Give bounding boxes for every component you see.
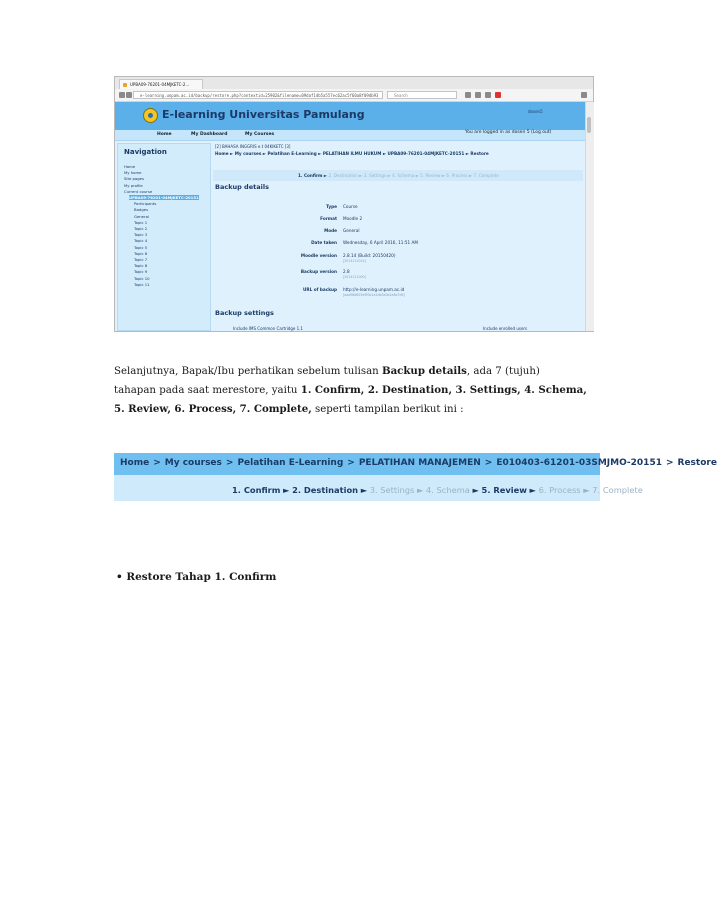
detail-value-backup-version: 2.8 (343, 269, 350, 274)
navbar-home[interactable]: Home (157, 132, 172, 137)
detail-sub-url: [aaa98d603e9f0b1a1db3e0b1e8a7d9] (343, 293, 405, 297)
detail-value-mode: General (343, 228, 360, 233)
nav-item-topic[interactable]: Topic 6 (134, 250, 148, 256)
step-process: 6. Process (538, 485, 581, 495)
site-title[interactable]: E-learning Universitas Pamulang (162, 108, 365, 121)
browser-toolbar (115, 89, 593, 102)
nav-item-topic[interactable]: Topic 4 (134, 238, 148, 244)
breadcrumb: Home > My courses > Pelatihan E-Learning > PELATIHAN MANAJEMEN > E010403-61201-03SMJMO-20151 > Restore (120, 458, 717, 468)
nav-item-topic[interactable]: Topic 3 (134, 232, 148, 238)
step-destination: 2. Destination (292, 485, 359, 495)
nav-item-site-pages[interactable]: Site pages (124, 176, 144, 182)
page-scrollbar[interactable] (585, 102, 594, 331)
detail-label-backup-version: Backup version (300, 269, 337, 274)
breadcrumb-home[interactable]: Home (120, 458, 150, 468)
step-schema: 4. Schema (425, 485, 470, 495)
detail-label-moodle-version: Moodle version (300, 253, 337, 258)
addon-icon[interactable] (495, 92, 501, 98)
breadcrumb-course-category[interactable]: PELATIHAN MANAJEMEN (358, 458, 481, 468)
step-settings: 3. Settings (369, 485, 415, 495)
paragraph-line-2: tahapan pada saat merestore, yaitu 1. Confirm, 2. Destination, 3. Settings, 4. Schema, (114, 384, 587, 396)
nav-item-participants[interactable]: Participants (134, 201, 157, 207)
header-user-name[interactable]: dosen5 (528, 109, 543, 114)
paragraph-line-3: 5. Review, 6. Process, 7. Complete, seperti tampilan berikut ini : (114, 403, 464, 415)
site-header (115, 102, 585, 130)
backup-settings-heading: Backup settings (215, 309, 274, 317)
restore-main-panel (213, 143, 583, 331)
detail-value-url[interactable]: http://e-learning.unpam.ac.id (343, 287, 405, 292)
steps-remaining: 2. Destination ► 3. Settings ► 4. Schema ► 5. Review ► 6. Process ► 7. Complete (328, 173, 499, 178)
detail-sub-moodle-version: [2014111014] (343, 259, 366, 263)
logged-in-text: You are logged in as dosen 5 (Log out) (465, 130, 552, 135)
detail-value-format: Moodle 2 (343, 216, 363, 221)
favicon-icon (123, 83, 127, 87)
setting-right-label: Include enrolled users (483, 326, 528, 331)
nav-item-home[interactable]: Home (124, 164, 136, 169)
breadcrumb-bar (114, 453, 717, 475)
step-confirm: 1. Confirm (298, 173, 323, 178)
restore-steps: 1. Confirm ► 2. Destination ► 3. Settings ► 4. Schema ► 5. Review ► 6. Process ► 7. Complete (298, 173, 499, 178)
nav-item-topic[interactable]: Topic 7 (134, 257, 148, 263)
university-logo-icon (143, 108, 158, 123)
detail-sub-backup-version: [2014111000] (343, 275, 366, 279)
navigation-title: Navigation (124, 148, 167, 156)
setting-left-label: Include IMS Common Cartridge 1.1 (233, 326, 303, 331)
detail-value-moodle-version: 2.8.14 (Build: 20150420) (343, 253, 396, 258)
forward-icon[interactable] (126, 92, 132, 98)
step-confirm: 1. Confirm (232, 485, 281, 495)
browser-tab-title: UPBA09-76201-04MJKETC-2... (130, 82, 190, 87)
restore-steps: 1. Confirm ► 2. Destination ► 3. Settings ► 4. Schema ► 5. Review ► 6. Process ► 7. Complete (232, 485, 643, 495)
nav-item-topic[interactable]: Topic 9 (134, 269, 148, 275)
backup-settings-row (213, 325, 583, 331)
restore-page-screenshot (114, 76, 594, 332)
nav-item-course-code[interactable]: UPBA09-76201-04MJKETC-20151 (129, 195, 199, 201)
breadcrumb-restore: Restore (677, 458, 717, 468)
home-icon[interactable] (485, 92, 491, 98)
nav-item-topic[interactable]: Topic 8 (134, 263, 148, 269)
bullet-heading: • Restore Tahap 1. Confirm (116, 571, 277, 583)
nav-item-topic[interactable]: Topic 5 (134, 244, 148, 250)
browser-search-input[interactable]: Search (387, 91, 457, 99)
menu-icon[interactable] (581, 92, 587, 98)
nav-item-topic[interactable]: Topic 10 (134, 275, 150, 281)
nav-item-general[interactable]: General (134, 213, 149, 219)
top-navbar (115, 130, 585, 141)
navbar-dashboard[interactable]: My Dashboard (191, 132, 228, 137)
nav-item-my-profile[interactable]: My profile (124, 182, 143, 188)
scrollbar-thumb[interactable] (587, 117, 591, 133)
breadcrumb-pelatihan[interactable]: Pelatihan E-Learning (237, 458, 344, 468)
restore-steps-screenshot (114, 453, 717, 501)
browser-tab[interactable] (119, 79, 203, 89)
detail-label-date: Date taken (311, 240, 337, 245)
course-header: [2] BAHASA INGGRIS e.t 04KIKETC [3] (215, 144, 291, 149)
paragraph-line-1: Selanjutnya, Bapak/Ibu perhatikan sebelum tulisan Backup details, ada 7 (tujuh) (114, 365, 540, 377)
breadcrumb[interactable]: Home ► My courses ► Pelatihan E-Learning ► PELATIHAN ILMU HUKUM ► UPBA09-76201-04MJKETC-20151 ► Restore (215, 151, 489, 156)
navigation-block (117, 143, 211, 331)
instruction-paragraph (114, 362, 587, 419)
detail-label-format: Format (320, 216, 337, 221)
nav-item-topic[interactable]: Topic 1 (134, 219, 148, 225)
detail-label-type: Type (326, 204, 337, 209)
download-icon[interactable] (475, 92, 481, 98)
nav-item-badges[interactable]: Badges (134, 207, 149, 213)
breadcrumb-my-courses[interactable]: My courses (164, 458, 222, 468)
nav-item-topic[interactable]: Topic 2 (134, 226, 148, 232)
url-bar[interactable]: e-learning.unpam.ac.id/backup/restore.php?contextid=25902&filename=09daf14b5a557ec62ac5f60a8f09db93 (133, 91, 383, 99)
detail-label-url: URL of backup (303, 287, 337, 292)
detail-value-date: Wednesday, 6 April 2016, 11:51 AM (343, 240, 418, 245)
backup-details-heading: Backup details (215, 183, 269, 191)
nav-item-my-home[interactable]: My home (124, 170, 142, 176)
detail-value-type: Course (343, 204, 358, 209)
bookmark-icon[interactable] (465, 92, 471, 98)
step-complete: 7. Complete (592, 485, 643, 495)
breadcrumb-course-code[interactable]: E010403-61201-03SMJMO-20151 (496, 458, 662, 468)
back-icon[interactable] (119, 92, 125, 98)
detail-label-mode: Mode (324, 228, 337, 233)
navigation-tree (124, 164, 199, 288)
step-review: 5. Review (481, 485, 527, 495)
navbar-courses[interactable]: My Courses (245, 132, 275, 137)
nav-item-topic[interactable]: Topic 11 (134, 281, 150, 287)
nav-item-current-course[interactable]: Current course (124, 188, 153, 194)
